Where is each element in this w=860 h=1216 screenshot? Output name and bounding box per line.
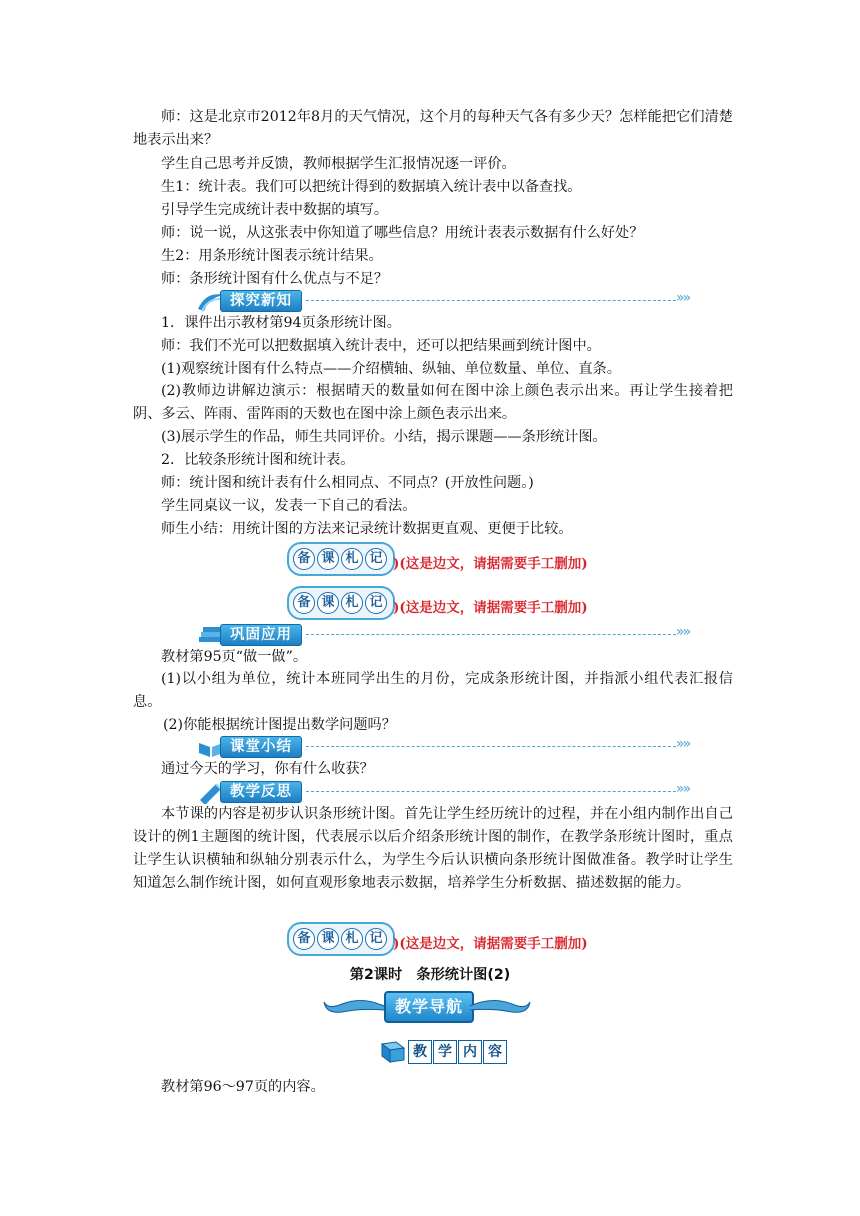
content-text: 教材第96～97页的内容。 — [161, 1079, 325, 1095]
note-char: 记 — [365, 592, 387, 614]
teaching-nav-title: 教学导航 — [384, 991, 474, 1023]
note-char: 记 — [365, 548, 387, 570]
explore-line-8: 学生同桌议一议，发表一下自己的看法。 — [161, 498, 417, 514]
note-char: 课 — [317, 928, 339, 950]
note-char: 札 — [341, 592, 363, 614]
explore-line-9: 师生小结：用统计图的方法来记录统计数据更直观、更便于比较。 — [161, 521, 573, 537]
dashed-divider — [306, 791, 676, 792]
intro-paragraph-1: 师：这是北京市2012年8月的天气情况，这个月的每种天气各有多少天？怎样能把它们清楚地表示出来？ — [133, 109, 733, 148]
explore-line-6: 2．比较条形统计图和统计表。 — [161, 452, 355, 468]
note-box-1 — [287, 542, 747, 574]
note-frame — [287, 922, 395, 956]
explore-paragraph-4: (2)教师边讲解边演示：根据晴天的数量如何在图中涂上颜色表示出来。再让学生接着把阴、多云、阵雨、雷阵雨的天数也在图中涂上颜色表示出来。 — [133, 383, 733, 422]
intro-line-3: 生1：统计表。我们可以把统计得到的数据填入统计表中以备查找。 — [161, 179, 582, 195]
note-char: 课 — [317, 592, 339, 614]
note-char: 札 — [341, 928, 363, 950]
explore-line-5: (3)展示学生的作品，师生共同评价。小结，揭示课题——条形统计图。 — [161, 429, 607, 445]
section-reflect-title: 教学反思 — [220, 781, 302, 803]
section-summary-badge — [196, 734, 302, 758]
book-icon — [380, 1040, 406, 1064]
apply-line-3: (2)你能根据统计图提出数学问题吗？ — [163, 717, 396, 733]
intro-line-5: 师：说一说，从这张表中你知道了哪些信息？用统计表表示数据有什么好处？ — [161, 225, 644, 241]
explore-line-3: (1)观察统计图有什么特点——介绍横轴、纵轴、单位数量、单位、直条。 — [161, 361, 621, 377]
intro-line-6: 生2：用条形统计图表示统计结果。 — [161, 248, 383, 264]
note-char: 记 — [365, 928, 387, 950]
content-char: 容 — [483, 1040, 507, 1064]
note-char: 备 — [293, 928, 315, 950]
scroll-ornament-right-icon — [468, 994, 532, 1018]
section-reflect — [196, 779, 696, 805]
summary-line-1: 通过今天的学习，你有什么收获？ — [161, 761, 374, 777]
content-char: 内 — [458, 1040, 482, 1064]
section-explore — [196, 288, 696, 314]
teaching-content-banner — [380, 1038, 512, 1068]
note-char: 备 — [293, 548, 315, 570]
double-chevron-icon: »» — [676, 781, 690, 797]
note-remark: )(这是边文，请据需要手工删加) — [393, 600, 588, 616]
lesson-title: 第2课时 条形统计图(2) — [349, 967, 511, 983]
note-char: 课 — [317, 548, 339, 570]
note-remark: )(这是边文，请据需要手工删加) — [393, 936, 588, 952]
double-chevron-icon: »» — [676, 624, 690, 640]
section-explore-title: 探究新知 — [220, 290, 302, 312]
section-summary-title: 课堂小结 — [220, 736, 302, 758]
apply-line-1: 教材第95页“做一做”。 — [161, 649, 308, 665]
scroll-ornament-left-icon — [322, 994, 386, 1018]
dashed-divider — [306, 634, 676, 635]
section-reflect-badge — [196, 779, 302, 803]
note-char: 札 — [341, 548, 363, 570]
content-char: 学 — [433, 1040, 457, 1064]
note-char: 备 — [293, 592, 315, 614]
section-explore-badge — [196, 288, 302, 312]
explore-line-1: 1．课件出示教材第94页条形统计图。 — [161, 315, 401, 331]
intro-line-7: 师：条形统计图有什么优点与不足？ — [161, 271, 389, 287]
dashed-divider — [306, 746, 676, 747]
apply-paragraph-2: (1)以小组为单位，统计本班同学出生的月份，完成条形统计图，并指派小组代表汇报信息。 — [133, 671, 733, 710]
section-summary — [196, 734, 696, 760]
section-apply-title: 巩固应用 — [220, 624, 302, 646]
dashed-divider — [306, 300, 676, 301]
intro-line-4: 引导学生完成统计表中数据的填写。 — [161, 202, 389, 218]
note-frame — [287, 586, 395, 620]
content-char: 教 — [408, 1040, 432, 1064]
explore-line-7: 师：统计图和统计表有什么相同点、不同点？(开放性问题。) — [161, 475, 534, 491]
note-remark: )(这是边文，请据需要手工删加) — [393, 556, 588, 572]
note-box-3 — [287, 922, 747, 954]
double-chevron-icon: »» — [676, 736, 690, 752]
explore-line-2: 师：我们不光可以把数据填入统计表中，还可以把结果画到统计图中。 — [161, 338, 601, 354]
note-frame — [287, 542, 395, 576]
teaching-content-title — [408, 1040, 508, 1064]
intro-line-2: 学生自己思考并反馈，教师根据学生汇报情况逐一评价。 — [161, 156, 516, 172]
reflect-paragraph: 本节课的内容是初步认识条形统计图。首先让学生经历统计的过程，并在小组内制作出自己设计的例1主题图的统计图，代表展示以后介绍条形统计图的制作，在教学条形统计图时，重点让学生认识横轴和纵轴分别表示什么，为学生今后认识横向条形统计图做准备。教学时让学生知道怎么制作统计图，如何直观形象地表示数据，培养学生分析数据、描述数据的能力。 — [133, 806, 733, 891]
double-chevron-icon: »» — [676, 290, 690, 306]
section-apply — [196, 622, 696, 648]
teaching-nav-banner — [322, 988, 532, 1024]
section-apply-badge — [196, 622, 302, 646]
note-box-2 — [287, 586, 747, 618]
